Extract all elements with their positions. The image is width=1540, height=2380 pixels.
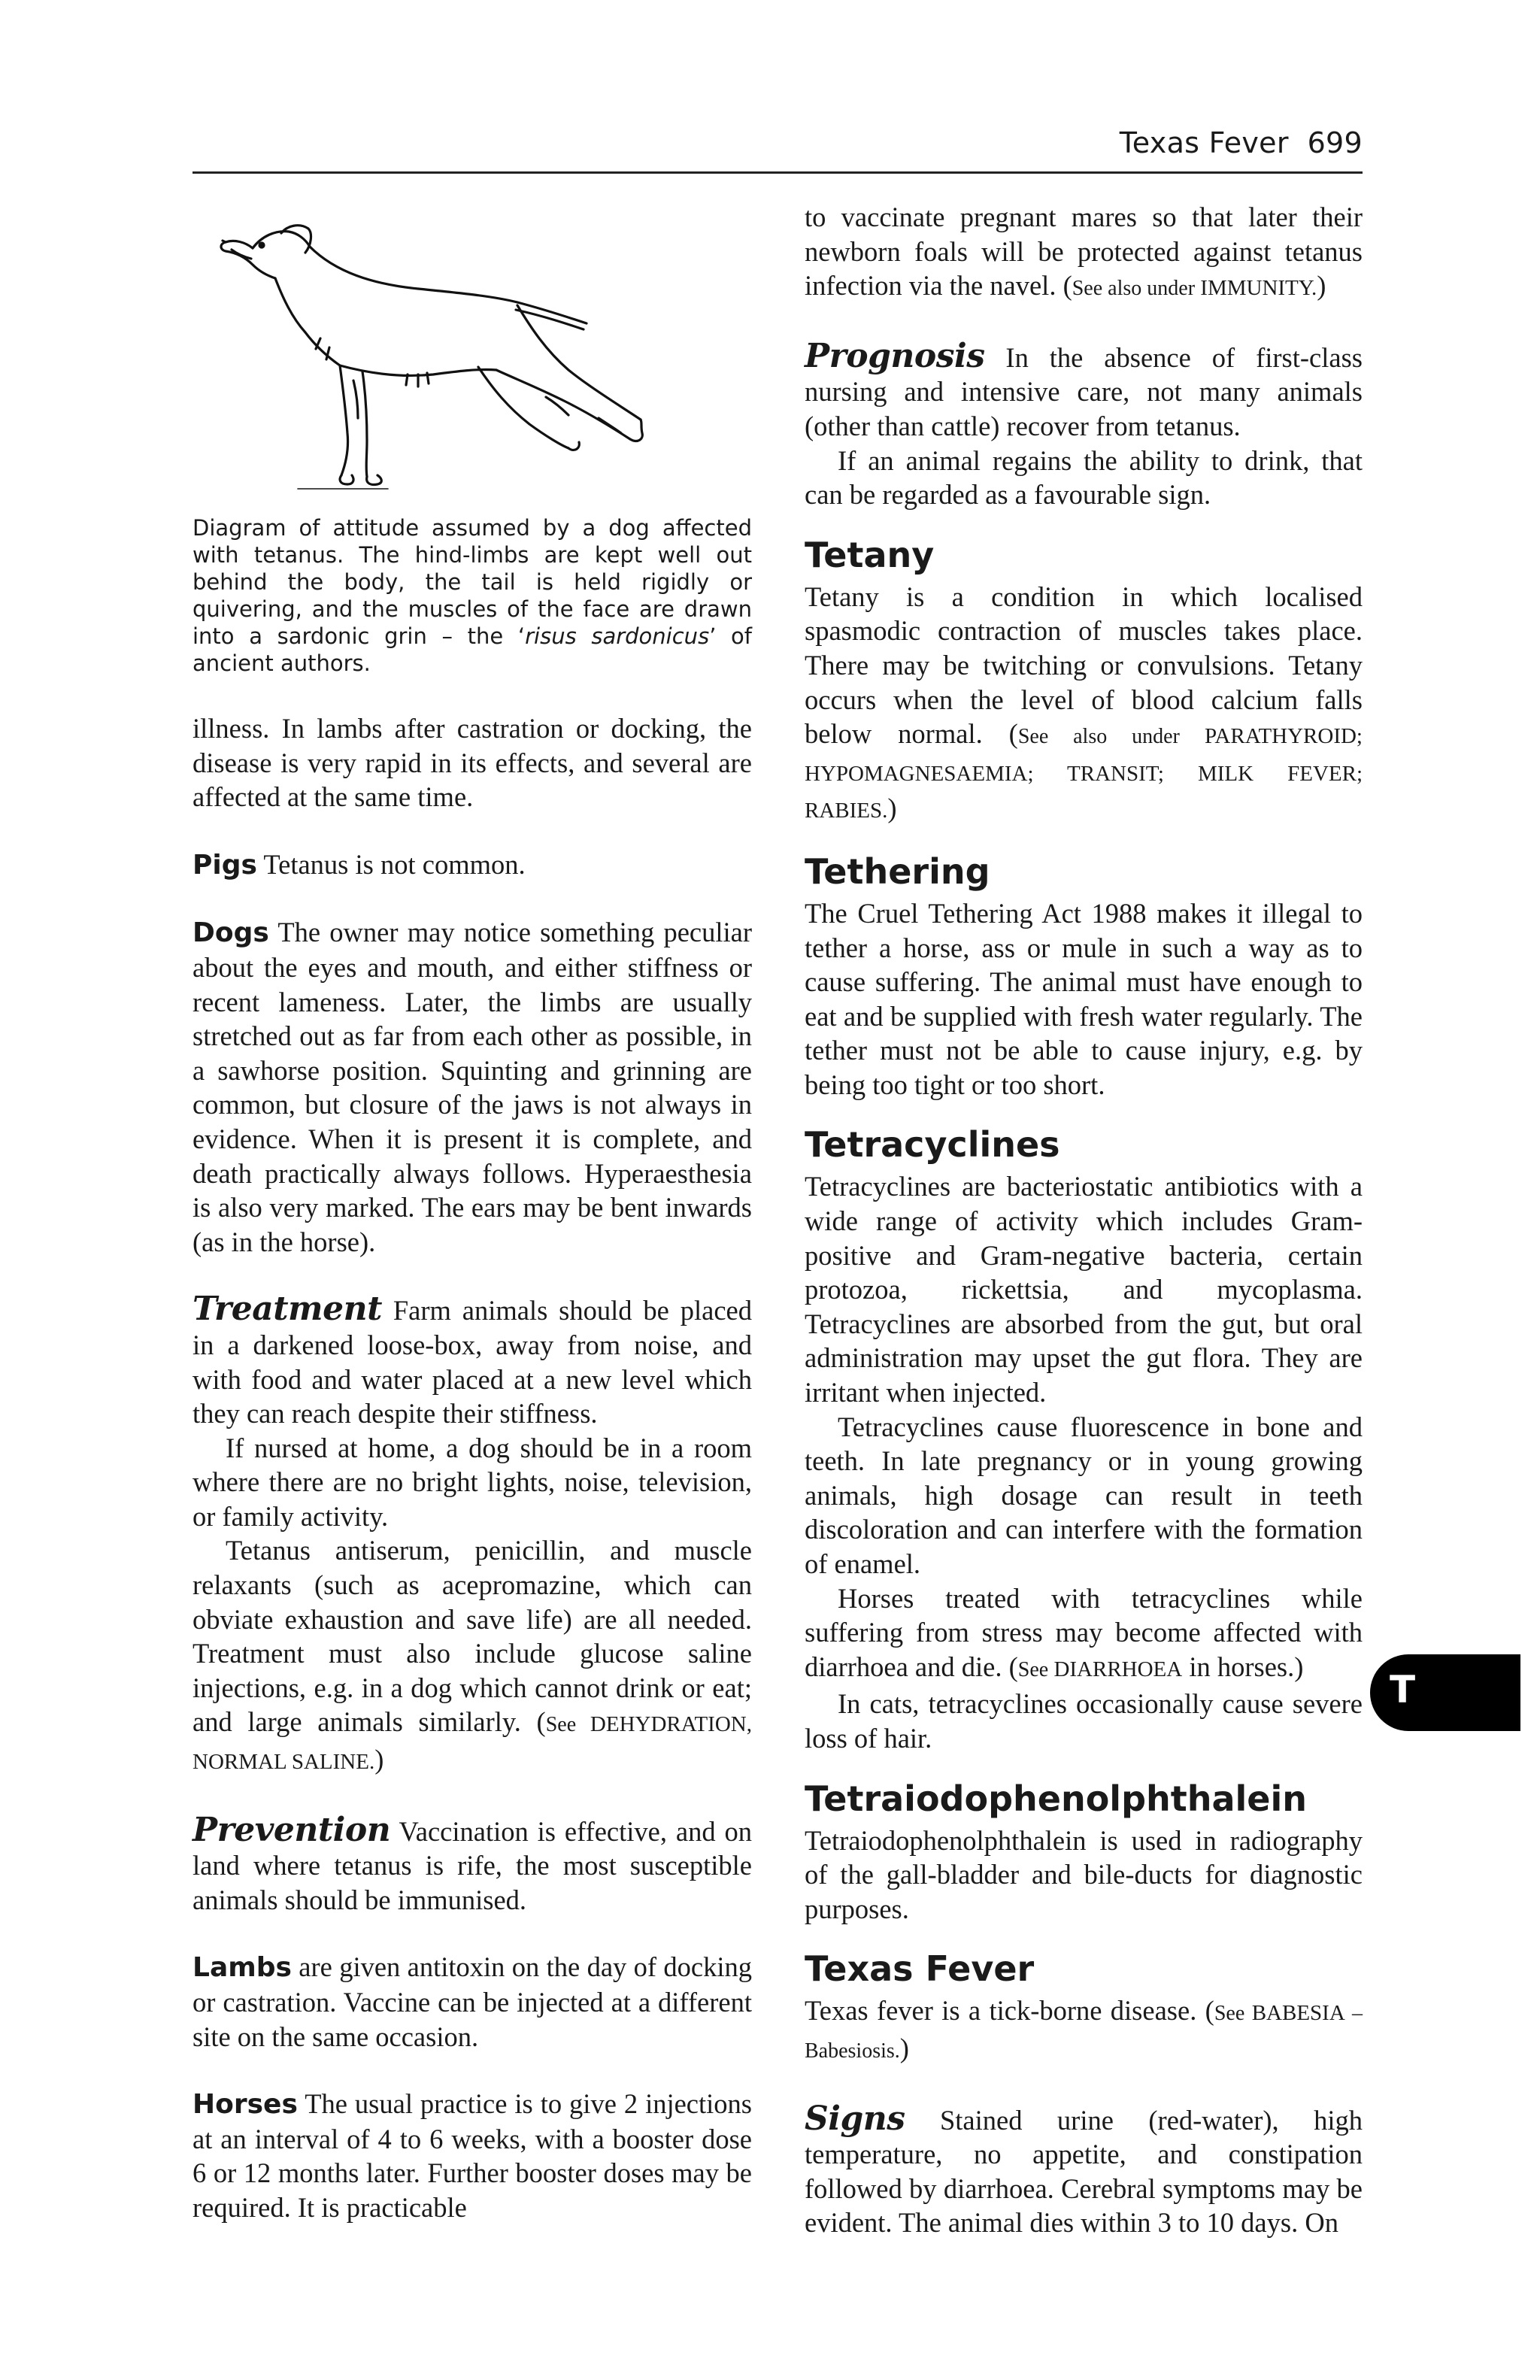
paragraph-tetraiodophenolphthalein: Tetraiodophenolphthalein is used in radiography of the gall-bladder and bile-ducts for diagnostic purposes. [805,1824,1363,1924]
paragraph-prognosis-2: If an animal regains the ability to drink, that can be regarded as a favourable sign. [805,444,1363,511]
entry-title-tetany: Tetany [805,534,935,575]
paragraph-horses [192,2087,752,2224]
subhead-treatment: Treatment [192,1290,382,1329]
see-ref: See [1017,1657,1049,1681]
horses-text: The usual practice is to give 2 injections at an interval of 4 to 6 weeks, with a booster dose 6 or 12 months later. Further booster doses may be required. It is practicable [192,2088,752,2223]
treatment-p3-text: Tetanus antiserum, penicillin, and muscle relaxants (such as acepromazine, which can obviate exhaustion and save life) are all needed. Treatment must also include glucose saline injections, e.g. in a dog which cannot drink or eat; and large animals similarly. ( [192,1535,752,1738]
paragraph-treatment-3 [192,1533,752,1779]
cross-ref: PARATHYROID; HYPOMAGNESAEMIA; TRANSIT; MILK FEVER; RABIES. [805,724,1363,823]
paragraph-tetracyclines-1: Tetracyclines are bacteriostatic antibiotics with a wide range of activity which includes Gram-positive and Gram-negative bacteria, certain protozoa, rickettsia, and mycoplasma. Tetracyclines are absorbed from the gut, but oral administration may upset the gut flora. They are irritant when injected. [805,1171,1363,1408]
paragraph-illness: illness. In lambs after castration or docking, the disease is very rapid in its effects, and several are affected at the same time. [192,713,752,813]
treatment-p3-end: ) [374,1744,384,1775]
paragraph-tetracyclines-2: Tetracyclines cause fluorescence in bone and teeth. In late pregnancy or in young growing animals, high dosage can result in teeth discoloration and can interfere with the formation of enamel. [805,1411,1363,1579]
paragraph-lambs [192,1950,752,2054]
vaccinate-text: to vaccinate pregnant mares so that later their newborn foals will be protected against tetanus infection via the navel. ( [805,202,1363,302]
treatment-text: Farm animals should be placed in a darkened loose-box, away from noise, and with food and water placed at a new level which they can reach despite their stiffness. [192,1295,752,1430]
paragraph-tetany [805,580,1363,829]
paragraph-dogs [192,915,752,1259]
prevention-text: Vaccination is effective, and on land where tetanus is rife, the most susceptible animals should be immunised. [192,1815,752,1915]
paragraph-tetracyclines-3 [805,1581,1363,1687]
paragraph-tetracyclines-4: In cats, tetracyclines occasionally cause severe loss of hair. [805,1688,1363,1754]
running-head [1120,126,1363,159]
dog-tetanus-illustration-icon [192,200,752,495]
lambs-text: are given antitoxin on the day of docking or castration. Vaccine can be injected at a different site on the same occasion. [192,1951,752,2052]
prognosis-text: In the absence of first-class nursing and intensive care, not many animals (other than cattle) recover from tetanus. [805,341,1363,441]
tetracyclines-p3-end: in horses.) [1182,1651,1304,1682]
subhead-signs: Signs [805,2099,905,2138]
thumb-index-letter: T [1390,1668,1416,1711]
figure [192,200,752,495]
paragraph-prevention [192,1810,752,1918]
entry-title-texas-fever: Texas Fever [805,1948,1035,1990]
signs-text: Stained urine (red-water), high temperature, no appetite, and constipation followed by diarrhoea. Cerebral symptoms may be evident. The animal dies within 3 to 10 days. On [805,2104,1363,2239]
cross-ref: BABESIA [1244,2001,1345,2026]
see-ref: See [545,1713,577,1737]
paragraph-texas-fever [805,1993,1363,2068]
paragraph-tethering: The Cruel Tethering Act 1988 makes it illegal to tether a horse, ass or mule in such a way as to cause suffering. The animal must have enough to eat and be supplied with fresh water regularly. The tether must not be able to cause injury, e.g. by being too tight or too short. [805,897,1363,1100]
caption-text: Diagram of attitude assumed by a dog affected with tetanus. The hind-limbs are kept well out behind the body, the tail is held rigidly or quivering, and the muscles of the face are drawn into a sardonic grin – the ‘ [192,515,752,649]
running-header [192,122,1363,174]
thumb-index-tab [1370,1654,1520,1731]
paragraph-treatment-2: If nursed at home, a dog should be in a room where there are no bright lights, noise, television, or family activity. [192,1432,752,1532]
subhead-lambs: Lambs [192,1952,292,1984]
texas-text: Texas fever is a tick-borne disease. ( [805,1995,1214,2027]
cross-ref: DEHYDRATION, NORMAL SALINE. [192,1712,752,1775]
entry-title-tetraiodophenolphthalein: Tetraiodophenolphthalein [805,1778,1308,1819]
cross-ref: DIARRHOEA [1048,1657,1183,1681]
subhead-pigs: Pigs [192,849,257,881]
tetany-text: Tetany is a condition in which localised spasmodic contraction of muscles takes place. There may be twitching or convulsions. Tetany occurs when the level of blood calcium falls below normal. ( [805,581,1363,750]
subhead-prognosis: Prognosis [805,336,985,375]
right-column [805,200,1363,2240]
paragraph-pigs [192,847,752,883]
paragraph-vaccinate [805,200,1363,306]
cross-ref: IMMUNITY. [1195,276,1317,301]
see-ref: See also under [1017,725,1180,749]
running-head-title: Texas Fever [1119,126,1289,159]
vaccinate-end: ) [1317,270,1326,302]
paragraph-treatment [192,1292,752,1430]
left-column [192,200,752,2225]
paragraph-signs [805,2099,1363,2240]
entry-title-tethering: Tethering [805,850,990,892]
subhead-horses: Horses [192,2089,298,2121]
subhead-prevention: Prevention [192,1810,391,1849]
caption-text-end: ’ of ancient authors. [192,623,753,676]
dogs-text: The owner may notice something peculiar about the eyes and mouth, and either stiffness or recent lameness. Later, the limbs are usually stretched out as far from each other as possible, in a sawhorse position. Squinting and grinning are common, but closure of the jaws is not always in evidence. When it is present it is complete, and death practically always follows. Hyperaesthesia is also very marked. The ears may be bent inwards (as in the horse). [192,917,752,1257]
see-ref: See [1214,2002,1245,2026]
entry-title-tetracyclines: Tetracyclines [805,1124,1060,1166]
tetracyclines-p3-text: Horses treated with tetracyclines while suffering from stress may become affected with diarrhoea and die. ( [805,1582,1363,1682]
tetany-end: ) [887,793,897,824]
see-ref: See also under [1072,277,1196,301]
figure-caption [192,514,752,677]
texas-end: ) [899,2032,909,2063]
cross-ref-sub: – Babesiosis. [805,2002,1363,2063]
pigs-text: Tetanus is not common. [256,848,526,880]
paragraph-prognosis [805,336,1363,444]
caption-italic: risus sardonicus [525,623,710,649]
page-number: 699 [1307,126,1363,159]
subhead-dogs: Dogs [192,917,269,949]
